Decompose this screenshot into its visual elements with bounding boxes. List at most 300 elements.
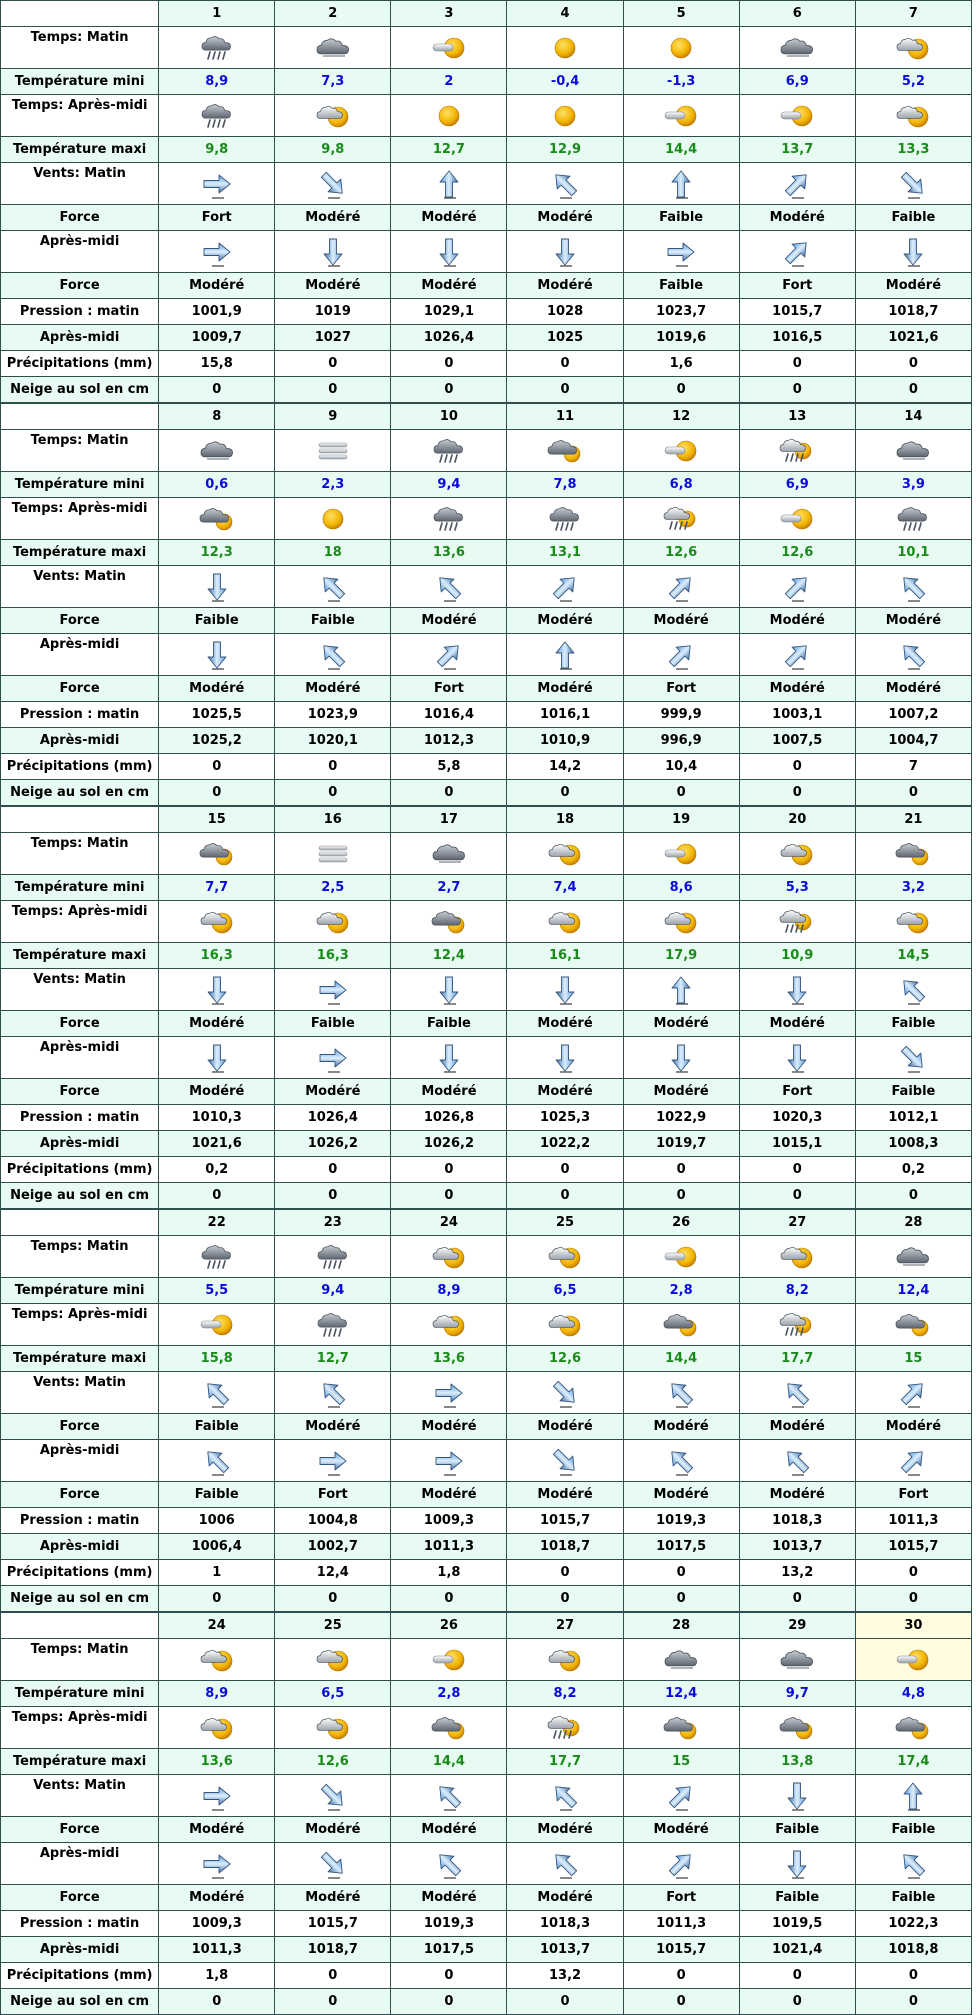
value-tmin: 6,9 [739, 69, 855, 95]
value-snow: 0 [275, 780, 391, 806]
value-force_m: Faible [855, 1817, 971, 1843]
row-p_m [1, 702, 972, 728]
value-snow: 0 [739, 1183, 855, 1209]
cell-wx_m [159, 27, 275, 69]
value-tmin: 3,2 [855, 875, 971, 901]
value-snow: 0 [391, 1586, 507, 1612]
value-p_m: 1025,5 [159, 702, 275, 728]
value-precip: 0 [855, 1560, 971, 1586]
row-label [1, 1210, 159, 1236]
row-label: Force [1, 676, 159, 702]
arrow-northwest-icon [432, 572, 466, 602]
value-tmin: 8,2 [507, 1681, 623, 1707]
value-force_a: Modéré [159, 273, 275, 299]
cell-wx_a [391, 498, 507, 540]
cell-wx_a [507, 901, 623, 943]
arrow-south-icon [432, 1043, 466, 1073]
cell-wind_a [159, 634, 275, 676]
value-force_m: Modéré [507, 205, 623, 231]
value-snow: 0 [391, 780, 507, 806]
arrow-northwest-icon [664, 1378, 698, 1408]
cell-wind_a [159, 1037, 275, 1079]
value-force_a: Modéré [391, 1079, 507, 1105]
value-tmin: 8,2 [739, 1278, 855, 1304]
value-p_m: 1022,9 [623, 1105, 739, 1131]
value-p_a: 1015,1 [739, 1131, 855, 1157]
cell-wx_a [391, 95, 507, 137]
cell-wx_m [159, 1639, 275, 1681]
arrow-south-icon [316, 237, 350, 267]
value-tmax: 16,3 [275, 943, 391, 969]
arrow-south-icon [548, 1043, 582, 1073]
arrow-northwest-icon [896, 572, 930, 602]
arrow-southeast-icon [548, 1378, 582, 1408]
value-precip: 1,8 [159, 1963, 275, 1989]
arrow-north-icon [432, 169, 466, 199]
value-p_a: 1007,5 [739, 728, 855, 754]
arrow-northeast-icon [664, 572, 698, 602]
value-p_m: 1007,2 [855, 702, 971, 728]
row-label: Pression : matin [1, 1911, 159, 1937]
day-number: 27 [507, 1613, 623, 1639]
value-tmin: 8,9 [159, 69, 275, 95]
value-p_m: 1001,9 [159, 299, 275, 325]
value-tmax: 14,4 [623, 137, 739, 163]
row-label: Précipitations (mm) [1, 1963, 159, 1989]
value-p_a: 1006,4 [159, 1534, 275, 1560]
value-p_a: 1021,6 [855, 325, 971, 351]
row-tmax [1, 137, 972, 163]
cloud-sun-icon [547, 437, 583, 465]
week-block [0, 403, 972, 806]
arrow-south-icon [780, 1849, 814, 1879]
value-tmax: 12,3 [159, 540, 275, 566]
value-tmax: 16,1 [507, 943, 623, 969]
row-label: Pression : matin [1, 1508, 159, 1534]
value-force_a: Modéré [739, 676, 855, 702]
day-number: 12 [623, 404, 739, 430]
arrow-north-icon [664, 975, 698, 1005]
arrow-south-icon [780, 1781, 814, 1811]
row-p_m [1, 1508, 972, 1534]
value-tmax: 12,6 [739, 540, 855, 566]
value-snow: 0 [739, 1586, 855, 1612]
row-wind_m [1, 1372, 972, 1414]
week-block [0, 1612, 972, 2015]
value-p_m: 1015,7 [739, 299, 855, 325]
value-force_a: Modéré [623, 1079, 739, 1105]
sun-cloud-icon [199, 908, 235, 936]
value-p_a: 1018,7 [275, 1937, 391, 1963]
row-label: Neige au sol en cm [1, 377, 159, 403]
cloud-icon [663, 1646, 699, 1674]
value-tmin: 7,3 [275, 69, 391, 95]
arrow-east-icon [200, 1849, 234, 1879]
value-precip: 0,2 [159, 1157, 275, 1183]
row-label: Après-midi [1, 1937, 159, 1963]
cell-wx_m [855, 1639, 971, 1681]
cell-wx_m [739, 1639, 855, 1681]
value-tmin: 8,6 [623, 875, 739, 901]
cell-wx_a [739, 95, 855, 137]
row-label: Après-midi [1, 1534, 159, 1560]
cell-wind_m [855, 1372, 971, 1414]
value-force_m: Faible [855, 1011, 971, 1037]
cell-wind_m [159, 1372, 275, 1414]
value-force_m: Faible [855, 205, 971, 231]
value-tmax: 12,6 [507, 1346, 623, 1372]
sun-haze-icon [779, 102, 815, 130]
value-precip: 0 [739, 1157, 855, 1183]
cell-wx_a [391, 901, 507, 943]
rain-cloud-icon [199, 102, 235, 130]
cell-wind_m [739, 566, 855, 608]
cell-wind_m [275, 1775, 391, 1817]
value-snow: 0 [739, 377, 855, 403]
row-p_a [1, 325, 972, 351]
cell-wx_m [391, 430, 507, 472]
day-number: 1 [159, 1, 275, 27]
value-tmax: 13,3 [855, 137, 971, 163]
row-snow [1, 780, 972, 806]
value-p_m: 1029,1 [391, 299, 507, 325]
row-label: Température mini [1, 875, 159, 901]
value-force_a: Modéré [623, 1482, 739, 1508]
row-wx_m [1, 1236, 972, 1278]
arrow-east-icon [316, 1043, 350, 1073]
arrow-east-icon [316, 975, 350, 1005]
value-precip: 5,8 [391, 754, 507, 780]
value-force_a: Fort [623, 1885, 739, 1911]
value-force_m: Modéré [507, 1414, 623, 1440]
row-tmax [1, 540, 972, 566]
row-precip [1, 351, 972, 377]
value-force_a: Fort [391, 676, 507, 702]
sun-haze-icon [663, 840, 699, 868]
cell-wx_a [739, 498, 855, 540]
value-tmax: 12,6 [623, 540, 739, 566]
row-tmax [1, 1346, 972, 1372]
row-label: Temps: Matin [1, 1236, 159, 1278]
value-tmin: 8,9 [391, 1278, 507, 1304]
value-p_m: 1026,4 [275, 1105, 391, 1131]
row-label: Température mini [1, 69, 159, 95]
arrow-northwest-icon [200, 1446, 234, 1476]
cloud-sun-icon [779, 1714, 815, 1742]
value-p_a: 1015,7 [855, 1534, 971, 1560]
cloud-sun-icon [431, 908, 467, 936]
value-force_a: Faible [623, 273, 739, 299]
row-label: Neige au sol en cm [1, 1183, 159, 1209]
row-p_m [1, 1105, 972, 1131]
row-label: Température maxi [1, 1346, 159, 1372]
sun-cloud-icon [895, 908, 931, 936]
value-precip: 0 [855, 351, 971, 377]
sun-haze-icon [663, 437, 699, 465]
row-label: Après-midi [1, 1131, 159, 1157]
row-label: Température mini [1, 1681, 159, 1707]
cloud-icon [315, 34, 351, 62]
cell-wx_m [275, 430, 391, 472]
row-wx_m [1, 1639, 972, 1681]
value-force_a: Fort [855, 1482, 971, 1508]
day-number: 20 [739, 807, 855, 833]
value-p_a: 1026,4 [391, 325, 507, 351]
value-p_a: 1011,3 [391, 1534, 507, 1560]
value-tmax: 17,4 [855, 1749, 971, 1775]
rain-sun-icon [547, 1714, 583, 1742]
value-p_a: 1017,5 [391, 1937, 507, 1963]
value-tmin: 2,5 [275, 875, 391, 901]
value-p_m: 1019,3 [623, 1508, 739, 1534]
value-force_a: Modéré [507, 1482, 623, 1508]
row-label [1, 807, 159, 833]
cell-wind_m [507, 163, 623, 205]
sun-cloud-icon [547, 840, 583, 868]
arrow-east-icon [432, 1446, 466, 1476]
value-p_m: 1018,3 [507, 1911, 623, 1937]
sun-icon [547, 102, 583, 130]
arrow-east-icon [664, 237, 698, 267]
row-p_a [1, 728, 972, 754]
value-precip: 1 [159, 1560, 275, 1586]
arrow-south-icon [664, 1043, 698, 1073]
value-precip: 0 [507, 1157, 623, 1183]
value-p_m: 1018,7 [855, 299, 971, 325]
cell-wx_a [855, 95, 971, 137]
row-force_m [1, 608, 972, 634]
value-precip: 14,2 [507, 754, 623, 780]
cell-wx_a [739, 901, 855, 943]
value-force_m: Modéré [739, 1414, 855, 1440]
value-tmin: 8,9 [159, 1681, 275, 1707]
arrow-southeast-icon [896, 1043, 930, 1073]
row-force_m [1, 1414, 972, 1440]
cell-wx_m [855, 833, 971, 875]
cloud-icon [199, 437, 235, 465]
row-label: Temps: Après-midi [1, 95, 159, 137]
sun-cloud-icon [895, 34, 931, 62]
value-snow: 0 [507, 377, 623, 403]
row-tmin [1, 472, 972, 498]
value-precip: 0 [391, 1963, 507, 1989]
cell-wx_a [507, 1707, 623, 1749]
value-p_m: 1019 [275, 299, 391, 325]
value-tmin: 7,4 [507, 875, 623, 901]
row-label: Temps: Matin [1, 1639, 159, 1681]
row-label: Temps: Après-midi [1, 1707, 159, 1749]
value-tmin: 2,8 [391, 1681, 507, 1707]
sun-haze-icon [779, 505, 815, 533]
value-snow: 0 [623, 780, 739, 806]
arrow-south-icon [200, 1043, 234, 1073]
sun-cloud-icon [663, 908, 699, 936]
value-precip: 13,2 [507, 1963, 623, 1989]
row-day [1, 404, 972, 430]
rain-cloud-icon [315, 1243, 351, 1271]
arrow-northwest-icon [896, 640, 930, 670]
value-p_a: 1025,2 [159, 728, 275, 754]
value-p_a: 1013,7 [739, 1534, 855, 1560]
value-force_a: Modéré [507, 1079, 623, 1105]
day-number: 9 [275, 404, 391, 430]
row-label: Après-midi [1, 1843, 159, 1885]
cell-wx_m [855, 430, 971, 472]
row-label [1, 1613, 159, 1639]
row-force_a [1, 1079, 972, 1105]
sun-cloud-icon [431, 1311, 467, 1339]
value-p_m: 1003,1 [739, 702, 855, 728]
value-precip: 0 [275, 1157, 391, 1183]
day-number: 17 [391, 807, 507, 833]
row-wind_m [1, 566, 972, 608]
value-tmax: 13,1 [507, 540, 623, 566]
value-precip: 1,8 [391, 1560, 507, 1586]
cloud-sun-icon [663, 1311, 699, 1339]
row-label: Précipitations (mm) [1, 754, 159, 780]
value-snow: 0 [159, 780, 275, 806]
week-block [0, 806, 972, 1209]
cell-wx_a [623, 1304, 739, 1346]
day-number: 6 [739, 1, 855, 27]
arrow-south-icon [200, 640, 234, 670]
fog-icon [315, 840, 351, 868]
cell-wx_a [739, 1304, 855, 1346]
sun-icon [431, 102, 467, 130]
value-force_a: Fort [623, 676, 739, 702]
cell-wx_a [275, 901, 391, 943]
cell-wind_m [739, 1372, 855, 1414]
row-wind_m [1, 1775, 972, 1817]
value-force_m: Faible [275, 608, 391, 634]
cell-wind_m [391, 566, 507, 608]
value-tmin: 5,5 [159, 1278, 275, 1304]
day-number: 15 [159, 807, 275, 833]
arrow-northwest-icon [780, 1378, 814, 1408]
arrow-northeast-icon [896, 1446, 930, 1476]
value-tmin: 2,3 [275, 472, 391, 498]
sun-haze-icon [431, 1646, 467, 1674]
row-label: Temps: Après-midi [1, 498, 159, 540]
row-wind_a [1, 1843, 972, 1885]
value-tmin: -1,3 [623, 69, 739, 95]
row-label: Temps: Après-midi [1, 901, 159, 943]
cell-wx_a [159, 95, 275, 137]
value-p_m: 1012,1 [855, 1105, 971, 1131]
value-tmax: 10,1 [855, 540, 971, 566]
row-wind_a [1, 231, 972, 273]
cell-wind_a [739, 634, 855, 676]
value-p_m: 1018,3 [739, 1508, 855, 1534]
row-label: Vents: Matin [1, 566, 159, 608]
value-snow: 0 [623, 1183, 739, 1209]
value-force_m: Modéré [623, 608, 739, 634]
value-p_a: 1019,7 [623, 1131, 739, 1157]
value-tmax: 13,6 [391, 1346, 507, 1372]
row-label: Force [1, 1011, 159, 1037]
arrow-northeast-icon [896, 1378, 930, 1408]
row-day [1, 1613, 972, 1639]
row-label: Pression : matin [1, 1105, 159, 1131]
arrow-northwest-icon [316, 1378, 350, 1408]
cell-wind_a [507, 231, 623, 273]
cell-wind_a [275, 1440, 391, 1482]
value-snow: 0 [275, 1989, 391, 2015]
value-tmax: 17,7 [739, 1346, 855, 1372]
cell-wind_m [855, 969, 971, 1011]
value-p_a: 1026,2 [275, 1131, 391, 1157]
arrow-northwest-icon [316, 640, 350, 670]
sun-cloud-icon [315, 908, 351, 936]
row-day [1, 1210, 972, 1236]
cell-wx_a [855, 498, 971, 540]
day-number: 27 [739, 1210, 855, 1236]
day-number: 21 [855, 807, 971, 833]
row-label: Après-midi [1, 231, 159, 273]
cell-wx_a [623, 95, 739, 137]
cell-wind_a [855, 1440, 971, 1482]
value-snow: 0 [159, 1183, 275, 1209]
value-force_a: Modéré [507, 1885, 623, 1911]
value-tmax: 14,5 [855, 943, 971, 969]
value-p_m: 1016,4 [391, 702, 507, 728]
value-p_m: 1026,8 [391, 1105, 507, 1131]
row-wx_m [1, 27, 972, 69]
rain-sun-icon [779, 1311, 815, 1339]
sun-haze-icon [663, 102, 699, 130]
value-snow: 0 [855, 1989, 971, 2015]
arrow-southeast-icon [316, 1781, 350, 1811]
value-precip: 0 [275, 351, 391, 377]
cell-wind_a [623, 1843, 739, 1885]
value-force_a: Modéré [507, 676, 623, 702]
day-number: 11 [507, 404, 623, 430]
value-p_m: 1028 [507, 299, 623, 325]
row-p_m [1, 299, 972, 325]
cell-wind_m [159, 969, 275, 1011]
arrow-northwest-icon [780, 1446, 814, 1476]
value-snow: 0 [855, 1586, 971, 1612]
cell-wind_a [855, 634, 971, 676]
sun-haze-icon [431, 34, 467, 62]
value-p_a: 1021,4 [739, 1937, 855, 1963]
cell-wx_m [159, 430, 275, 472]
row-label: Vents: Matin [1, 969, 159, 1011]
value-p_m: 1023,9 [275, 702, 391, 728]
arrow-south-icon [432, 975, 466, 1005]
value-tmax: 13,7 [739, 137, 855, 163]
cell-wx_a [391, 1707, 507, 1749]
cloud-sun-icon [895, 1311, 931, 1339]
sun-icon [315, 505, 351, 533]
value-force_a: Modéré [159, 676, 275, 702]
cell-wx_a [855, 901, 971, 943]
cell-wind_a [507, 1037, 623, 1079]
sun-cloud-icon [547, 908, 583, 936]
sun-cloud-icon [315, 1646, 351, 1674]
row-force_a [1, 1885, 972, 1911]
arrow-east-icon [432, 1378, 466, 1408]
value-tmin: 9,4 [275, 1278, 391, 1304]
row-p_a [1, 1937, 972, 1963]
cell-wind_a [855, 231, 971, 273]
value-tmax: 14,4 [391, 1749, 507, 1775]
day-number: 24 [159, 1613, 275, 1639]
day-number: 26 [391, 1613, 507, 1639]
arrow-east-icon [200, 237, 234, 267]
value-p_a: 1012,3 [391, 728, 507, 754]
value-snow: 0 [855, 1183, 971, 1209]
